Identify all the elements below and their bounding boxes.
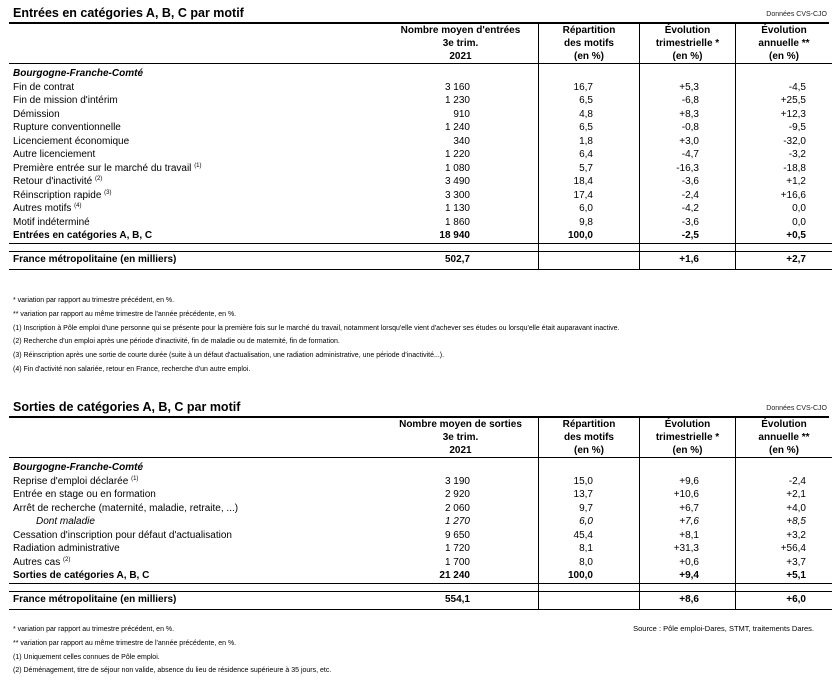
table-cell: 17,4 xyxy=(539,189,640,203)
exits-title: Sorties de catégories A, B, C par motif xyxy=(13,400,241,414)
row-label-text: Entrées en catégories A, B, C xyxy=(13,230,153,241)
table-cell: 9,8 xyxy=(539,216,640,230)
table-row xyxy=(9,216,832,230)
table-row xyxy=(9,162,832,176)
table-row xyxy=(9,488,832,502)
table-cell: -4,5 xyxy=(736,81,833,95)
header-cell: (en %) xyxy=(539,50,640,64)
footnote: * variation par rapport au trimestre précédent, en %. xyxy=(13,626,175,633)
row-label xyxy=(9,475,383,489)
table-cell: 1 700 xyxy=(444,556,470,568)
table-cell: 13,7 xyxy=(539,488,640,502)
row-label xyxy=(9,148,383,162)
row-label-text: Cessation d'inscription pour défaut d'actualisation xyxy=(13,529,232,541)
table-cell: 5,7 xyxy=(539,162,640,176)
table-cell: -32,0 xyxy=(736,135,833,149)
table-cell: -3,6 xyxy=(640,216,736,230)
footnote-marker: (4) xyxy=(74,203,82,209)
row-label xyxy=(9,591,383,609)
table-cell: +0,6 xyxy=(640,556,736,570)
table-cell: 1 220 xyxy=(444,149,470,160)
row-label-text: Réinscription rapide xyxy=(13,189,105,201)
row-label-text: France métropolitaine (en milliers) xyxy=(13,594,177,606)
france-row xyxy=(9,591,832,609)
row-label-text: Fin de mission d'intérim xyxy=(13,95,118,106)
table-row xyxy=(9,81,832,95)
table-row xyxy=(9,475,832,489)
table-cell: 16,7 xyxy=(539,81,640,95)
table-cell: 9,7 xyxy=(539,502,640,516)
entries-footnotes xyxy=(13,294,620,377)
row-label-text: Arrêt de recherche (maternité, maladie, retraite, ...) xyxy=(13,502,239,514)
table-row xyxy=(9,94,832,108)
table-row xyxy=(9,542,832,556)
table-cell: -4,7 xyxy=(640,148,736,162)
header-cell: 3e trim. xyxy=(442,432,479,443)
entries-table xyxy=(9,24,832,270)
table-cell: +10,6 xyxy=(640,488,736,502)
row-label xyxy=(9,488,383,502)
row-label xyxy=(9,216,383,230)
footnote: (2) Déménagement, titre de séjour non valide, absence du lieu de résidence supérieure à 35 jours, etc. xyxy=(13,667,332,675)
table-cell xyxy=(539,591,640,609)
table-cell: 1 720 xyxy=(444,543,470,554)
table-cell: +5,3 xyxy=(640,81,736,95)
header-cell: Nombre moyen de sorties xyxy=(399,419,522,430)
header-cell: (en %) xyxy=(640,444,736,458)
header-cell xyxy=(9,431,383,444)
table-cell: 502,7 xyxy=(444,254,470,266)
spacer-row xyxy=(9,583,832,591)
footnote: (1) Uniquement celles connues de Pôle emploi. xyxy=(13,653,160,661)
row-label-text: Sorties de catégories A, B, C xyxy=(13,570,150,581)
table-cell: +2,1 xyxy=(736,488,833,502)
table-cell: +8,1 xyxy=(640,529,736,543)
header-cell xyxy=(9,444,383,458)
table-row xyxy=(9,121,832,135)
table-row xyxy=(9,515,832,529)
table-cell: 1 270 xyxy=(444,516,470,527)
total-row xyxy=(9,569,832,583)
row-label xyxy=(9,251,383,269)
footnote-marker: (3) xyxy=(104,189,112,196)
table-cell: +3,0 xyxy=(640,135,736,149)
row-label-text: Démission xyxy=(13,108,60,120)
table-cell: -0,8 xyxy=(640,121,736,135)
header-cell: Nombre moyen d'entrées xyxy=(400,25,521,36)
table-cell: 3 190 xyxy=(444,475,470,487)
table-cell: -4,2 xyxy=(640,202,736,216)
exits-section xyxy=(0,400,834,675)
table-cell: +3,7 xyxy=(736,556,833,570)
exits-footnotes xyxy=(13,623,331,678)
footnote-marker: (1) xyxy=(194,162,202,169)
row-label-text: Reprise d'emploi déclarée xyxy=(13,475,132,487)
header-cell: des motifs xyxy=(539,37,640,50)
row-label-text: Motif indéterminé xyxy=(13,216,90,228)
total-row xyxy=(9,229,832,243)
header-cell: (en %) xyxy=(539,444,640,458)
row-label xyxy=(9,502,383,516)
region-label: Bourgogne-Franche-Comté xyxy=(13,68,143,79)
exits-table-body xyxy=(9,458,832,610)
table-cell: 6,0 xyxy=(539,202,640,216)
table-row xyxy=(9,108,832,122)
header-cell: trimestrielle * xyxy=(640,431,736,444)
row-label xyxy=(9,94,383,108)
table-cell: -16,3 xyxy=(640,162,736,176)
table-cell: 1 860 xyxy=(444,216,470,228)
header-cell xyxy=(9,418,383,431)
row-label-text: Fin de contrat xyxy=(13,81,75,93)
table-cell: 18,4 xyxy=(539,175,640,189)
entries-data-source: Données CVS-CJO xyxy=(766,11,827,18)
table-row xyxy=(9,148,832,162)
header-cell xyxy=(9,50,383,64)
footnote: (3) Réinscription après une sortie de courte durée (suite à un défaut d'actualisation, une radiation administrative, une période d'inactivité...). xyxy=(13,352,445,360)
footnote-marker: (2) xyxy=(94,176,103,182)
table-cell: 21 240 xyxy=(439,570,470,581)
table-cell: 6,5 xyxy=(539,121,640,135)
table-cell: +8,5 xyxy=(736,515,833,529)
header-cell: Évolution xyxy=(640,418,736,431)
row-label xyxy=(9,515,383,529)
footnote: (1) Inscription à Pôle emploi d'une personne qui se présente pour la première fois sur le marché du travail, notamment lorsqu'elle vient d'achever ses études ou lorsqu'elle était auparavant inactive. xyxy=(13,324,620,332)
table-cell: -3,6 xyxy=(640,175,736,189)
exits-data-source: Données CVS-CJO xyxy=(766,405,827,412)
table-cell: +8,3 xyxy=(640,108,736,122)
header-cell: Évolution xyxy=(736,418,833,431)
table-cell: 2 060 xyxy=(444,502,470,514)
table-row xyxy=(9,556,832,570)
table-cell: +0,5 xyxy=(736,229,833,243)
header-cell: Évolution xyxy=(640,24,736,37)
header-cell: 2021 xyxy=(449,445,472,456)
table-cell: 100,0 xyxy=(539,569,640,583)
row-label-text: Licenciement économique xyxy=(13,135,130,147)
exits-table xyxy=(9,418,832,610)
table-cell: +1,2 xyxy=(736,175,833,189)
row-label-text: Autre licenciement xyxy=(13,149,96,160)
footnote-marker: (2) xyxy=(63,556,71,563)
row-label-text: Autres motifs xyxy=(13,203,75,214)
header-cell xyxy=(9,24,383,37)
table-cell: 15,0 xyxy=(539,475,640,489)
entries-table-body xyxy=(9,64,832,270)
table-cell: 4,8 xyxy=(539,108,640,122)
table-cell: +12,3 xyxy=(736,108,833,122)
row-label xyxy=(9,229,383,243)
table-cell: +6,7 xyxy=(640,502,736,516)
table-row xyxy=(9,529,832,543)
entries-section xyxy=(0,6,834,373)
table-cell: -3,2 xyxy=(736,148,833,162)
row-label xyxy=(9,135,383,149)
header-cell: trimestrielle * xyxy=(640,37,736,50)
table-cell: 45,4 xyxy=(539,529,640,543)
france-row xyxy=(9,251,832,269)
row-label xyxy=(9,529,383,543)
table-cell: 8,1 xyxy=(539,542,640,556)
header-cell: (en %) xyxy=(736,444,833,458)
table-cell: 1 080 xyxy=(444,162,470,174)
footnote-marker: (1) xyxy=(131,475,139,482)
table-cell: 18 940 xyxy=(439,230,470,241)
table-cell: -9,5 xyxy=(736,121,833,135)
exits-title-bar xyxy=(9,402,829,418)
header-cell: 3e trim. xyxy=(442,38,479,49)
entries-title: Entrées en catégories A, B, C par motif xyxy=(13,6,244,20)
footnote: (2) Recherche d'un emploi après une période d'inactivité, fin de maladie ou de maternité, fin de formation. xyxy=(13,338,340,346)
table-cell: +9,4 xyxy=(640,569,736,583)
table-cell: 8,0 xyxy=(539,556,640,570)
table-cell: +4,0 xyxy=(736,502,833,516)
table-cell: +16,6 xyxy=(736,189,833,203)
exits-source-note: Source : Pôle emploi-Dares, STMT, traitements Dares. xyxy=(633,624,814,633)
table-cell: 340 xyxy=(453,135,470,147)
row-label xyxy=(9,162,383,176)
row-label-text: Retour d'inactivité xyxy=(13,176,95,187)
footnote: ** variation par rapport au même trimestre de l'année précédente, en %. xyxy=(13,310,237,318)
header-cell: (en %) xyxy=(736,50,833,64)
table-cell: -6,8 xyxy=(640,94,736,108)
table-cell: 2 920 xyxy=(444,489,470,500)
table-cell: 0,0 xyxy=(736,216,833,230)
header-cell: 2021 xyxy=(449,51,472,62)
row-label xyxy=(9,569,383,583)
table-cell: 3 160 xyxy=(444,81,470,93)
table-cell: +3,2 xyxy=(736,529,833,543)
table-row xyxy=(9,175,832,189)
table-cell: 554,1 xyxy=(444,594,470,606)
table-cell: 6,0 xyxy=(539,515,640,529)
row-label-text: Rupture conventionnelle xyxy=(13,122,121,133)
table-cell: 6,5 xyxy=(539,94,640,108)
table-row xyxy=(9,202,832,216)
row-label xyxy=(9,556,383,570)
row-label xyxy=(9,81,383,95)
table-row xyxy=(9,189,832,203)
row-label-text: Dont maladie xyxy=(36,516,95,527)
table-row xyxy=(9,502,832,516)
table-row xyxy=(9,135,832,149)
row-label-text: Première entrée sur le marché du travail xyxy=(13,162,195,174)
table-cell: 0,0 xyxy=(736,202,833,216)
table-cell: 1 240 xyxy=(444,122,470,133)
table-cell: +56,4 xyxy=(736,542,833,556)
header-cell: Évolution xyxy=(736,24,833,37)
footnote: ** variation par rapport au même trimestre de l'année précédente, en %. xyxy=(13,639,237,647)
row-label xyxy=(9,108,383,122)
table-cell xyxy=(539,251,640,269)
row-label xyxy=(9,542,383,556)
table-cell: 6,4 xyxy=(539,148,640,162)
footnote: * variation par rapport au trimestre précédent, en %. xyxy=(13,297,175,304)
table-cell: 1 130 xyxy=(444,203,470,214)
row-label-text: Radiation administrative xyxy=(13,543,120,554)
row-label xyxy=(9,121,383,135)
header-cell: Répartition xyxy=(539,24,640,37)
table-cell: +1,6 xyxy=(640,251,736,269)
table-cell: -2,4 xyxy=(640,189,736,203)
row-label-text: Entrée en stage ou en formation xyxy=(13,489,156,500)
table-cell: 1,8 xyxy=(539,135,640,149)
table-cell: -2,5 xyxy=(640,229,736,243)
row-label xyxy=(9,175,383,189)
table-cell: -2,4 xyxy=(736,475,833,489)
table-cell: 9 650 xyxy=(444,529,470,541)
header-cell: Répartition xyxy=(539,418,640,431)
table-cell: 3 300 xyxy=(444,189,470,201)
table-cell: 3 490 xyxy=(444,176,470,187)
entries-title-bar xyxy=(9,8,829,24)
row-label xyxy=(9,189,383,203)
table-cell: -18,8 xyxy=(736,162,833,176)
table-cell: +25,5 xyxy=(736,94,833,108)
region-label: Bourgogne-Franche-Comté xyxy=(13,462,143,473)
header-cell: annuelle ** xyxy=(736,431,833,444)
table-cell: +5,1 xyxy=(736,569,833,583)
header-cell xyxy=(9,37,383,50)
table-cell: +7,6 xyxy=(640,515,736,529)
table-cell: +9,6 xyxy=(640,475,736,489)
table-cell: 1 230 xyxy=(444,95,470,106)
table-cell: +6,0 xyxy=(736,591,833,609)
header-cell: (en %) xyxy=(640,50,736,64)
spacer-row xyxy=(9,243,832,251)
table-cell: +8,6 xyxy=(640,591,736,609)
header-cell: annuelle ** xyxy=(736,37,833,50)
table-cell: 910 xyxy=(453,108,470,120)
header-cell: des motifs xyxy=(539,431,640,444)
footnote: (4) Fin d'activité non salariée, retour en France, recherche d'un autre emploi. xyxy=(13,365,251,373)
row-label-text: Autres cas xyxy=(13,556,64,568)
table-cell: 100,0 xyxy=(539,229,640,243)
row-label xyxy=(9,202,383,216)
table-cell: +31,3 xyxy=(640,542,736,556)
row-label-text: France métropolitaine (en milliers) xyxy=(13,254,177,266)
table-cell: +2,7 xyxy=(736,251,833,269)
